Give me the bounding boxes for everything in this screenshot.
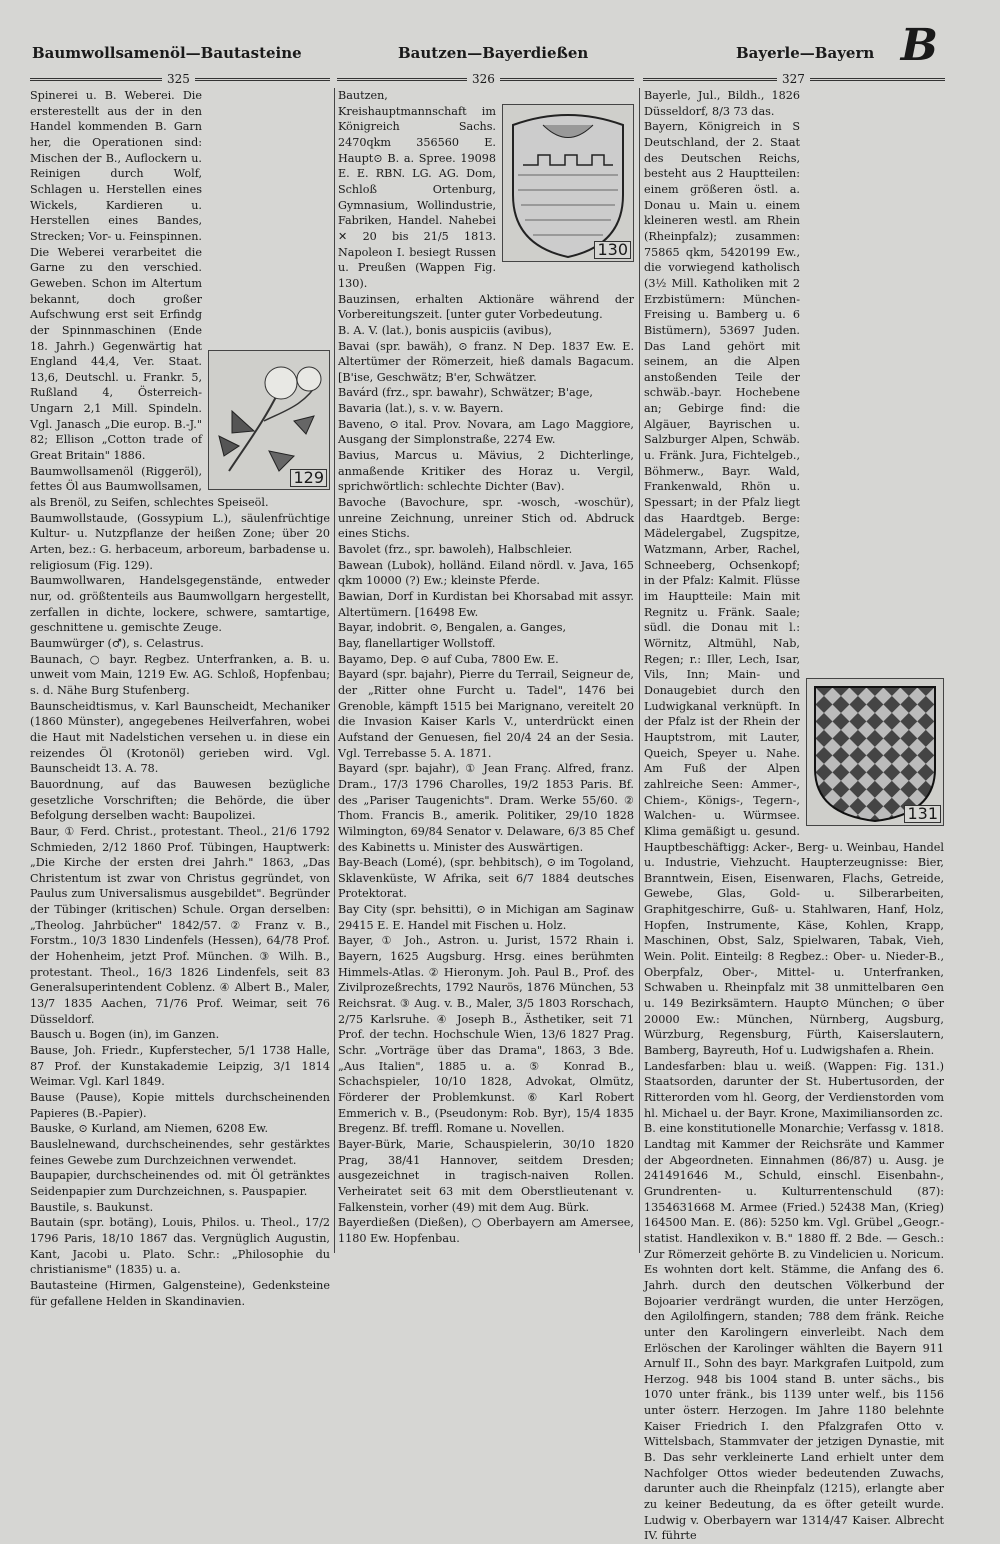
column-right xyxy=(644,88,944,1543)
entry: Bautasteine (Hirmen, Galgensteine), Gedenksteine für gefallene Helden in Skandinavien. xyxy=(30,1278,330,1308)
column-divider-2 xyxy=(639,88,640,1253)
entry: Bayerle, Jul., Bildh., 1826 Düsseldorf, 8/3 73 das. xyxy=(644,89,800,118)
entry: Bayer, ① Joh., Astron. u. Jurist, 1572 Rhain i. Bayern, 1625 Augsburg. Hrsg. eines berühmten Himmels-Atlas. ② Hieronym. Joh. Paul B., Prof. des Zivilprozeßrechts, 1792 Naurös, 1876 München, 53 Reichsrat. ③ Aug. v. B., Maler, 3/5 1803 Rorschach, 2/75 Karlsruhe. ④ Joseph B., Ästhetiker, seit 71 Prof. der techn. Hochschule Wien, 13/6 1827 Prag. Schr. „Vorträge über das Drama", 1863, 3 Bde. „Aus Italien", 1885 u. a. ⑤ Konrad B., Schachspieler, 10/10 1828, Advokat, Olmütz, Förderer der Problemkunst. ⑥ Karl Robert Emmerich v. B., (Pseudonym: Rob. Byr), 15/4 1835 Bregenz. Bf. treffl. Romane u. Novellen. xyxy=(338,934,634,1136)
entry: Baumwürger (♂), s. Celastrus. xyxy=(30,636,204,650)
entry: Bause (Pause), Kopie mittels durchscheinenden Papieres (B.-Papier). xyxy=(30,1091,330,1120)
figure-number-130: 130 xyxy=(594,241,631,259)
entry: Baumwollsamenöl (Riggeröl), fettes Öl aus Baumwollsamen, als Brenöl, zu Seifen, schlechtes Speiseöl. xyxy=(30,464,269,510)
entry: Bautzen, Kreishauptmannschaft im Königreich Sachs. 2470qkm 356560 E. Haupt⊙ B. a. Spree. 19098 E. E. RBN. LG. AG. Dom, Schloß Ortenburg, Gymnasium, Wollindustrie, Fabriken, Handel. Nahebei ✕ 20 bis 21/5 1813. Napoleon I. besiegt Russen u. Preußen (Wappen Fig. 130). xyxy=(338,89,496,290)
entry: Bayard (spr. bajahr), Pierre du Terrail, Seigneur de, der „Ritter ohne Furcht u. Tadel", 1476 bei Grenoble, kämpft 1515 bei Marignano, vereitelt 20 die Invasion Kaiser Karls V., unterdrückt einen Aufstand der Genuesen, fiel 20/4 24 an der Sesia. Vgl. Terrebasse 5. A. 1871. xyxy=(338,668,634,760)
entry: Bautain (spr. botäng), Louis, Philos. u. Theol., 17/2 1796 Paris, 18/10 1867 das. Vergnüglich Augustin, Kant, Jacobi u. Plato. Schr.: „Philosophie du christianisme" (1835) u. a. xyxy=(30,1216,330,1277)
entry: Bavárd (frz., spr. bawahr), Schwätzer; B'age, xyxy=(338,386,593,400)
entry: Bauslelnewand, durchscheinendes, sehr gestärktes feines Gewebe zum Durchzeichnen verwendet. xyxy=(30,1137,330,1167)
entry: Bavius, Marcus u. Mävius, 2 Dichterlinge, anmaßende Kritiker des Horaz u. Vergil, sprichwörtlich: schlechte Dichter (Bav). xyxy=(338,449,634,494)
entry: Bauzinsen, erhalten Aktionäre während der Vorbereitungszeit. [unter guter Vorbedeutung. xyxy=(338,292,634,322)
header-center: Bautzen—Bayerdießen xyxy=(398,44,589,62)
entry: Landesfarben: blau u. weiß. (Wappen: Fig. 131.) Staatsorden, darunter der St. Hubertusorden, der Ritterorden vom hl. Georg, der Verdienstorden vom hl. Michael u. der Bayr. Krone, Maximiliansorden zc. xyxy=(644,1059,944,1120)
page-number-left: 325 xyxy=(162,72,195,86)
entry: Baveno, ⊙ ital. Prov. Novara, am Lago Maggiore, Ausgang der Simplonstraße, 2274 Ew. xyxy=(338,417,634,447)
entry: Bayer-Bürk, Marie, Schauspielerin, 30/10 1820 Prag, 38/41 Hannover, seitdem Dresden; ausgezeichnet in tragisch-naiven Rollen. Verheiratet seit 63 mit dem Oberstlieutenant v. Falkenstein, vorher (49) mit dem Aug. Bürk. xyxy=(338,1137,634,1214)
figure-cotton-plant xyxy=(208,350,330,490)
column-center xyxy=(338,88,634,1248)
entry: Bause, Joh. Friedr., Kupferstecher, 5/1 1738 Halle, 87 Prof. der Kunstakademie Leipzig, 3/1 1814 Weimar. Vgl. Karl 1849. xyxy=(30,1044,330,1089)
column-divider-1 xyxy=(334,88,335,1253)
header-right: Bayerle—Bayern xyxy=(736,44,875,62)
entry: Bayerdießen (Dießen), ○ Oberbayern am Amersee, 1180 Ew. Hopfenbau. xyxy=(338,1216,634,1245)
entry: Bawean (Lubok), holländ. Eiland nördl. v. Java, 165 qkm 10000 (?) Ew.; kleinste Pferde. xyxy=(338,558,634,588)
entry: Baustile, s. Baukunst. xyxy=(30,1200,154,1214)
entry: Baumwollstaude, (Gossypium L.), säulenfrüchtige Kultur- u. Nutzpflanze der heißen Zone; über 20 Arten, bez.: G. herbaceum, arboreum, barbadense u. religiosum (Fig. 129). xyxy=(30,511,330,572)
entry: Bavolet (frz., spr. bawoleh), Halbschleier. xyxy=(338,543,573,557)
entry: Baumwollwaren, Handelsgegenstände, entweder nur, od. größtenteils aus Baumwollgarn hergestellt, zerfallen in dichte, lockere, schwere, samtartige, geschnittene u. gemischte Zeuge. xyxy=(30,574,330,635)
entry: Bayar, indobrit. ⊙, Bengalen, a. Ganges, xyxy=(338,621,567,635)
entry: Bausch u. Bogen (in), im Ganzen. xyxy=(30,1028,220,1042)
entry: B. eine konstitutionelle Monarchie; Verfassg v. 1818. Landtag mit Kammer der Reichsräte und Kammer der Abgeordneten. Einnahmen (86/87) u. Ausg. je 241491646 M., Schuld, einschl. Eisenbahn-, Grundrenten- u. Kulturrentenschuld (87): 1354631668 M. Armee (Fried.) 52438 Man, (Krieg) 164500 Man. E. (86): 5250 km. Vgl. Grübel „Geogr.-statist. Handlexikon v. B." 1880 ff. 2 Bde. — Gesch.: Zur Römerzeit gehörte B. zu Vindelicien u. Noricum. Es wohnten dort kelt. Stämme, die Anfang des 6. Jahrh. durch den deutschen Völkerbund der Bojoarier verdrängt wurden, die unter Herzögen, den Agilolfingern, standen; 788 dem fränk. Reiche unter den Karolingern einverleibt. Nach dem Erlöschen der Karolinger wählten die Bayern 911 Arnulf II., Sohn des bayr. Markgrafen Luitpold, zum Herzog. 948 bis 1004 stand B. unter sächs., bis 1070 unter fränk., bis 1139 unter welf., bis 1156 unter österr. Herzogen. Im Jahre 1180 belehnte Kaiser Friedrich I. den Pfalzgrafen Otto v. Wittelsbach, Stammvater der jetzigen Dynastie, mit B. Das sehr verkleinerte Land erhielt unter dem Nachfolger Ottos wieder bedeutenden Zuwachs, darunter auch die Rheinpfalz (1215), erlangte aber zu keiner Bedeutung, da es öfter geteilt wurde. Ludwig v. Oberbayern war 1314/47 Kaiser. Albrecht IV. führte xyxy=(644,1122,944,1543)
page-number-center: 326 xyxy=(467,72,500,86)
figure-bautzen-coat-of-arms xyxy=(502,104,634,262)
entry: Baupapier, durchscheinendes od. mit Öl getränktes Seidenpapier zum Durchzeichnen, s. Pauspapier. xyxy=(30,1169,330,1198)
entry: Bayard (spr. bajahr), ① Jean Franç. Alfred, franz. Dram., 17/3 1796 Charolles, 19/2 1853 Paris. Bf. des „Pariser Taugenichts". Dram. Werke 55/60. ② Thom. Francis B., amerik. Politiker, 29/10 1828 Wilmington, 69/84 Senator v. Delaware, 6/3 85 Chef des Kabinetts u. Minister des Auswärtigen. xyxy=(338,762,634,854)
entry: Spinerei u. B. Weberei. Die ersterestellt aus der in den Handel kommenden B. Garn her, die Operationen sind: Mischen der B., Auflockern u. Reinigen durch Wolf, Schlagen u. Herstellen eines Wickels, Kardieren u. Herstellen eines Bandes, Strecken; Vor- u. Feinspinnen. Die Weberei verarbeitet die Garne zu den verschied. Geweben. Schon im Altertum bekannt, doch großer Aufschwung erst seit Erfindg der Spinnmaschinen (Ende 18. Jahrh.) Gegenwärtig hat England 44,4, Ver. Staat. 13,6, Deutschl. u. Frankr. 5, Rußland 4, Österreich-Ungarn 2,1 Mill. Spindeln. Vgl. Janasch „Die europ. B.-J." 82; Ellison „Cotton trade of Great Britain" 1886. xyxy=(30,89,202,463)
entry: Bayamo, Dep. ⊙ auf Cuba, 7800 Ew. E. xyxy=(338,652,559,666)
entry: Bay, flanellartiger Wollstoff. xyxy=(338,636,496,650)
figure-number-129: 129 xyxy=(290,469,327,487)
entry: Bay-Beach (Lomé), (spr. behbitsch), ⊙ im Togoland, Sklavenküste, W Afrika, seit 6/7 1884 deutsches Protektorat. xyxy=(338,856,634,901)
entry: B. A. V. (lat.), bonis auspiciis (avibus), xyxy=(338,323,552,337)
entry: Bauordnung, auf das Bauwesen bezügliche gesetzliche Vorschriften; die Behörde, die über Befolgung derselben wacht: Baupolizei. xyxy=(30,777,330,823)
figure-bavaria-coat-of-arms xyxy=(806,678,944,826)
entry: Bawian, Dorf in Kurdistan bei Khorsabad mit assyr. Altertümern. [16498 Ew. xyxy=(338,590,634,619)
entry: Bauske, ⊙ Kurland, am Niemen, 6208 Ew. xyxy=(30,1122,269,1136)
entry: Bavaria (lat.), s. v. w. Bayern. xyxy=(338,402,504,416)
entry: Baunscheidtismus, v. Karl Baunscheidt, Mechaniker (1860 Münster), angegebenes Heilverfahren, wobei die Haut mit Nadelstichen versehen u. in diese ein reizendes Öl (Krotonöl) gerieben wird. Vgl. Baunscheidt 13. A. 78. xyxy=(30,699,330,776)
figure-number-131: 131 xyxy=(904,805,941,823)
entry: Bavoche (Bavochure, spr. -wosch, -woschür), unreine Zeichnung, unreiner Stich od. Abdruck eines Stichs. xyxy=(338,496,634,541)
column-left xyxy=(30,88,330,1308)
page-number-right: 327 xyxy=(777,72,810,86)
section-letter: B xyxy=(900,20,938,71)
header-left: Baumwollsamenöl—Bautasteine xyxy=(32,44,302,62)
entry: Bay City (spr. behsitti), ⊙ in Michigan am Saginaw 29415 E. E. Handel mit Fischen u. Holz. xyxy=(338,903,634,932)
entry: Baunach, ○ bayr. Regbez. Unterfranken, a. B. u. unweit vom Main, 1219 Ew. AG. Schloß, Hopfenbau; s. d. Nähe Burg Stufenberg. xyxy=(30,652,330,697)
entry: Baur, ① Ferd. Christ., protestant. Theol., 21/6 1792 Schmieden, 2/12 1860 Prof. Tübingen, Hauptwerk: „Die Kirche der ersten drei Jahrh." 1863, „Das Christentum ist zwar von Christus gegründet, von Paulus zum Universalismus ausgebildet". Begründer der Tübinger (kritischen) Schule. Organ derselben: „Theolog. Jahrbücher" 1842/57. ② Franz v. B., Forstm., 10/3 1830 Lindenfels (Hessen), 64/78 Prof. der Hohenheim, jetzt Prof. München. ③ Wilh. B., protestant. Theol., 16/3 1826 Lindenfels, seit 83 Generalsuperintendent Coblenz. ④ Albert B., Maler, 13/7 1835 Aachen, 71/76 Prof. Weimar, seit 76 Düsseldorf. xyxy=(30,824,330,1026)
entry: Bavai (spr. bawäh), ⊙ franz. N Dep. 1837 Ew. E. Altertümer der Römerzeit, hieß damals Bagacum. [B'ise, Geschwätz; B'er, Schwätzer. xyxy=(338,339,634,384)
entry: Bayern, Königreich in S Deutschland, der 2. Staat des Deutschen Reichs, besteht aus 2 Hauptteilen: einem größeren östl. a. Donau u. Main u. einem kleineren westl. am Rhein (Rheinpfalz); zusammen: 75865 qkm, 5420199 Ew., die vorwiegend katholisch (3½ Mill. Katholiken mit 2 Erzbistümern: München-Freising u. Bamberg u. 6 Bistümern), 53697 Juden. Das Land gehört mit seinem, an die Alpen anstoßenden Teile der schwäb.-bayr. Hochebene an; Gebirge find: die Algäuer, Bayrischen u. Salzburger Alpen, Schwäb. u. Fränk. Jura, Fichtelgeb., Böhmerw., Bayr. Wald, Frankenwald, Rhön u. Spessart; in der Pfalz liegt das Haardtgeb. Berge: Mädelergabel, Zugspitze, Watzmann, Arber, Rachel, Schneeberg, Ochsenkopf; in der Pfalz: Kalmit. Flüsse im Hauptteile: Main mit Regnitz u. Fränk. Saale; südl. die Donau mit l.: Wörnitz, Altmühl, Nab, Regen; r.: Iller, Lech, Isar, Vils, Inn; Main- und Donaugebiet durch den Ludwigkanal verknüpft. In der Pfalz ist der Rhein der Hauptstrom, mit Lauter, Queich, Speyer u. Nahe. Am Fuß der Alpen zahlreiche Seen: Ammer-, Chiem-, Königs-, Tegern-, Walchen- u. Würmsee. Klima gemäßigt u. gesund. Hauptbeschäftigg: Acker-, Berg- u. Weinbau, Handel u. Industrie, Viehzucht. Haupterzeugnisse: Bier, Branntwein, Eisen, Eisenwaren, Flachs, Getreide, Gewebe, Glas, Gold- u. Silberarbeiten, Graphitgeschirre, Guß- u. Stahlwaren, Hanf, Holz, Hopfen, Instrumente, Käse, Kohlen, Krapp, Maschinen, Obst, Salz, Spielwaren, Tabak, Vieh, Wein. Polit. Einteilg: 8 Regbez.: Ober- u. Nieder-B., Oberpfalz, Ober-, Mittel- u. Unterfranken, Schwaben u. Rheinpfalz mit 38 unmittelbaren ⊙en u. 149 Bezirksämtern. Haupt⊙ München; ⊙ über 20000 Ew.: München, Nürnberg, Augsburg, Würzburg, Regensburg, Fürth, Kaiserslautern, Bamberg, Bayreuth, Hof u. Ludwigshafen a. Rhein. xyxy=(644,120,944,1058)
